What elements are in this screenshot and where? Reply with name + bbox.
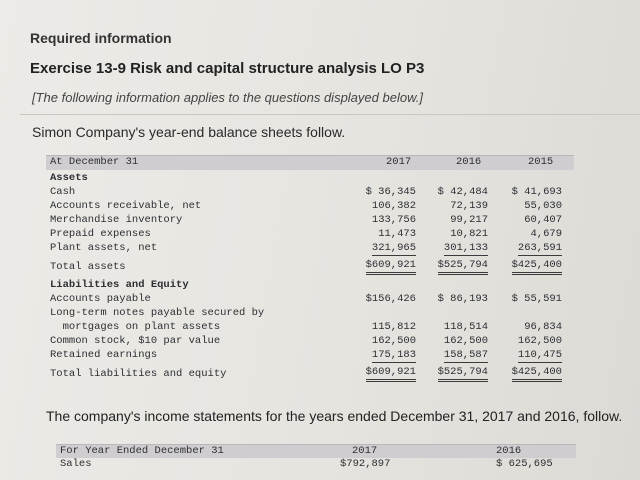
value-cell: 11,473 xyxy=(378,228,416,240)
value-cell: $ 36,345 xyxy=(365,186,416,198)
value-cell: 72,139 xyxy=(450,200,488,212)
exercise-title: Exercise 13-9 Risk and capital structure analysis LO P3 xyxy=(30,60,425,77)
balance-sheet-lead: Simon Company's year-end balance sheets follow. xyxy=(32,124,346,140)
value-cell: $ 41,693 xyxy=(511,186,562,198)
value-cell: 115,812 xyxy=(371,321,416,333)
assets-heading: Assets xyxy=(50,172,88,184)
value-cell: 4,679 xyxy=(530,228,562,240)
row-label: Accounts receivable, net xyxy=(50,200,202,212)
year-2017: 2017 xyxy=(386,156,412,168)
row-label: Merchandise inventory xyxy=(50,214,183,226)
year-2015: 2015 xyxy=(528,156,554,168)
value-cell: 133,756 xyxy=(371,214,416,226)
sales-2016: $ 625,695 xyxy=(496,458,553,470)
value-cell: 162,500 xyxy=(517,335,562,347)
value-cell: 99,217 xyxy=(450,214,488,226)
total-assets-value: $525,794 xyxy=(438,259,488,275)
value-cell: 110,475 xyxy=(517,349,562,361)
total-le-label: Total liabilities and equity xyxy=(50,368,227,380)
total-le-value: $425,400 xyxy=(512,366,562,382)
year-2016: 2016 xyxy=(456,156,482,168)
value-cell: 96,834 xyxy=(524,321,562,333)
total-le-value: $525,794 xyxy=(438,366,488,382)
divider xyxy=(20,114,640,115)
value-cell: 321,965 xyxy=(371,242,416,254)
value-cell: 162,500 xyxy=(443,335,488,347)
total-assets-value: $609,921 xyxy=(366,259,416,275)
income-year-2016: 2016 xyxy=(496,445,522,457)
value-cell: 175,183 xyxy=(371,349,416,361)
income-header-label: For Year Ended December 31 xyxy=(60,445,224,457)
value-cell: 106,382 xyxy=(371,200,416,212)
total-assets-label: Total assets xyxy=(50,261,126,273)
required-information-heading: Required information xyxy=(30,30,172,46)
value-cell: 301,133 xyxy=(443,242,488,254)
row-label: mortgages on plant assets xyxy=(50,321,221,333)
value-cell: 55,030 xyxy=(524,200,562,212)
row-label: Cash xyxy=(50,186,76,198)
value-cell: 10,821 xyxy=(450,228,488,240)
balance-sheet-header-label: At December 31 xyxy=(50,156,139,168)
value-cell: $ 55,591 xyxy=(511,293,562,305)
value-cell: $ 42,484 xyxy=(437,186,488,198)
value-cell: $156,426 xyxy=(365,293,416,305)
row-label: Common stock, $10 par value xyxy=(50,335,221,347)
row-label: Accounts payable xyxy=(50,293,151,305)
row-label: Plant assets, net xyxy=(50,242,158,254)
sales-2017: $792,897 xyxy=(340,458,391,470)
income-year-2017: 2017 xyxy=(352,445,378,457)
row-label: Long-term notes payable secured by xyxy=(50,307,265,319)
liabilities-heading: Liabilities and Equity xyxy=(50,279,189,291)
value-cell: 158,587 xyxy=(443,349,488,361)
row-label: Prepaid expenses xyxy=(50,228,151,240)
value-cell: 60,407 xyxy=(524,214,562,226)
total-assets-value: $425,400 xyxy=(512,259,562,275)
row-label: Retained earnings xyxy=(50,349,158,361)
income-statement-lead: The company's income statements for the years ended December 31, 2017 and 2016, follow. xyxy=(46,408,623,424)
value-cell: $ 86,193 xyxy=(437,293,488,305)
total-le-value: $609,921 xyxy=(366,366,416,382)
value-cell: 162,500 xyxy=(371,335,416,347)
sales-label: Sales xyxy=(60,458,92,470)
value-cell: 263,591 xyxy=(517,242,562,254)
value-cell: 118,514 xyxy=(443,321,488,333)
exercise-intro: [The following information applies to the questions displayed below.] xyxy=(32,90,423,105)
